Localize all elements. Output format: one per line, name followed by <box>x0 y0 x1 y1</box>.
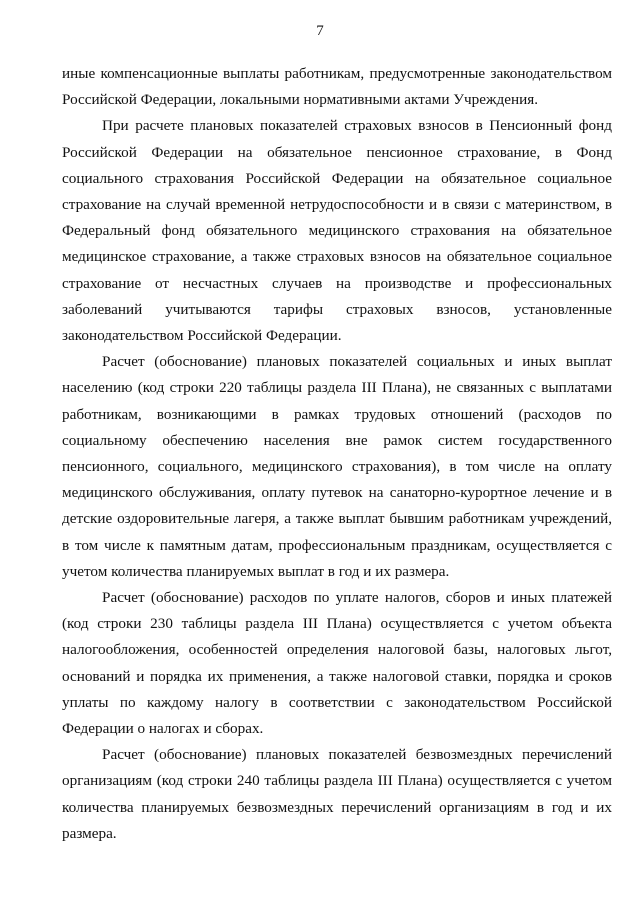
paragraph-continuation: иные компенсационные выплаты работникам, предусмотренные законодательством Российской Федерации, локальными нормативными актами Учреждения. <box>62 65 612 109</box>
paragraph-taxes-fees: Расчет (обоснование) расходов по уплате налогов, сборов и иных платежей (код строки 230 таблицы раздела III Плана) осуществляется с учетом объекта налогообложения, особенностей определения налоговой базы, налоговых льгот, оснований и порядка их применения, а также налоговой ставки, порядка и сроков уплаты по каждому налогу в соответствии с законодательством Российской Федерации о налогах и сборах. <box>62 589 612 738</box>
paragraph-insurance-contributions: При расчете плановых показателей страховых взносов в Пенсионный фонд Российской Федерации на обязательное пенсионное страхование, в Фонд социального страхования Российской Федерации на обязательное социальное страхование на случай временной нетрудоспособности и в связи с материнством, в Федеральный фонд обязательного медицинского страхования на обязательное медицинское страхование, а также страховых взносов на обязательное социальное страхование от несчастных случаев на производстве и профессиональных заболеваний учитываются тарифы страховых взносов, установленные законодательством Российской Федерации. <box>62 117 612 345</box>
paragraph-gratuitous-transfers: Расчет (обоснование) плановых показателей безвозмездных перечислений организациям (код строки 240 таблицы раздела III Плана) осуществляется с учетом количества планируемых безвозмездных перечислений организациям в год и их размера. <box>62 746 612 842</box>
document-body <box>62 61 612 847</box>
paragraph-social-payments: Расчет (обоснование) плановых показателей социальных и иных выплат населению (код строки 220 таблицы раздела III Плана), не связанных с выплатами работникам, возникающими в рамках трудовых отношений (расходов по социальному обеспечению населения вне рамок систем государственного пенсионного, социального, медицинского страхования), в том числе на оплату медицинского обслуживания, оплату путевок на санаторно-курортное лечение и в детские оздоровительные лагеря, а также выплат бывшим работникам учреждений, в том числе к памятным датам, профессиональным праздникам, осуществляется с учетом количества планируемых выплат в год и их размера. <box>62 353 612 580</box>
page-number: 7 <box>316 23 324 39</box>
